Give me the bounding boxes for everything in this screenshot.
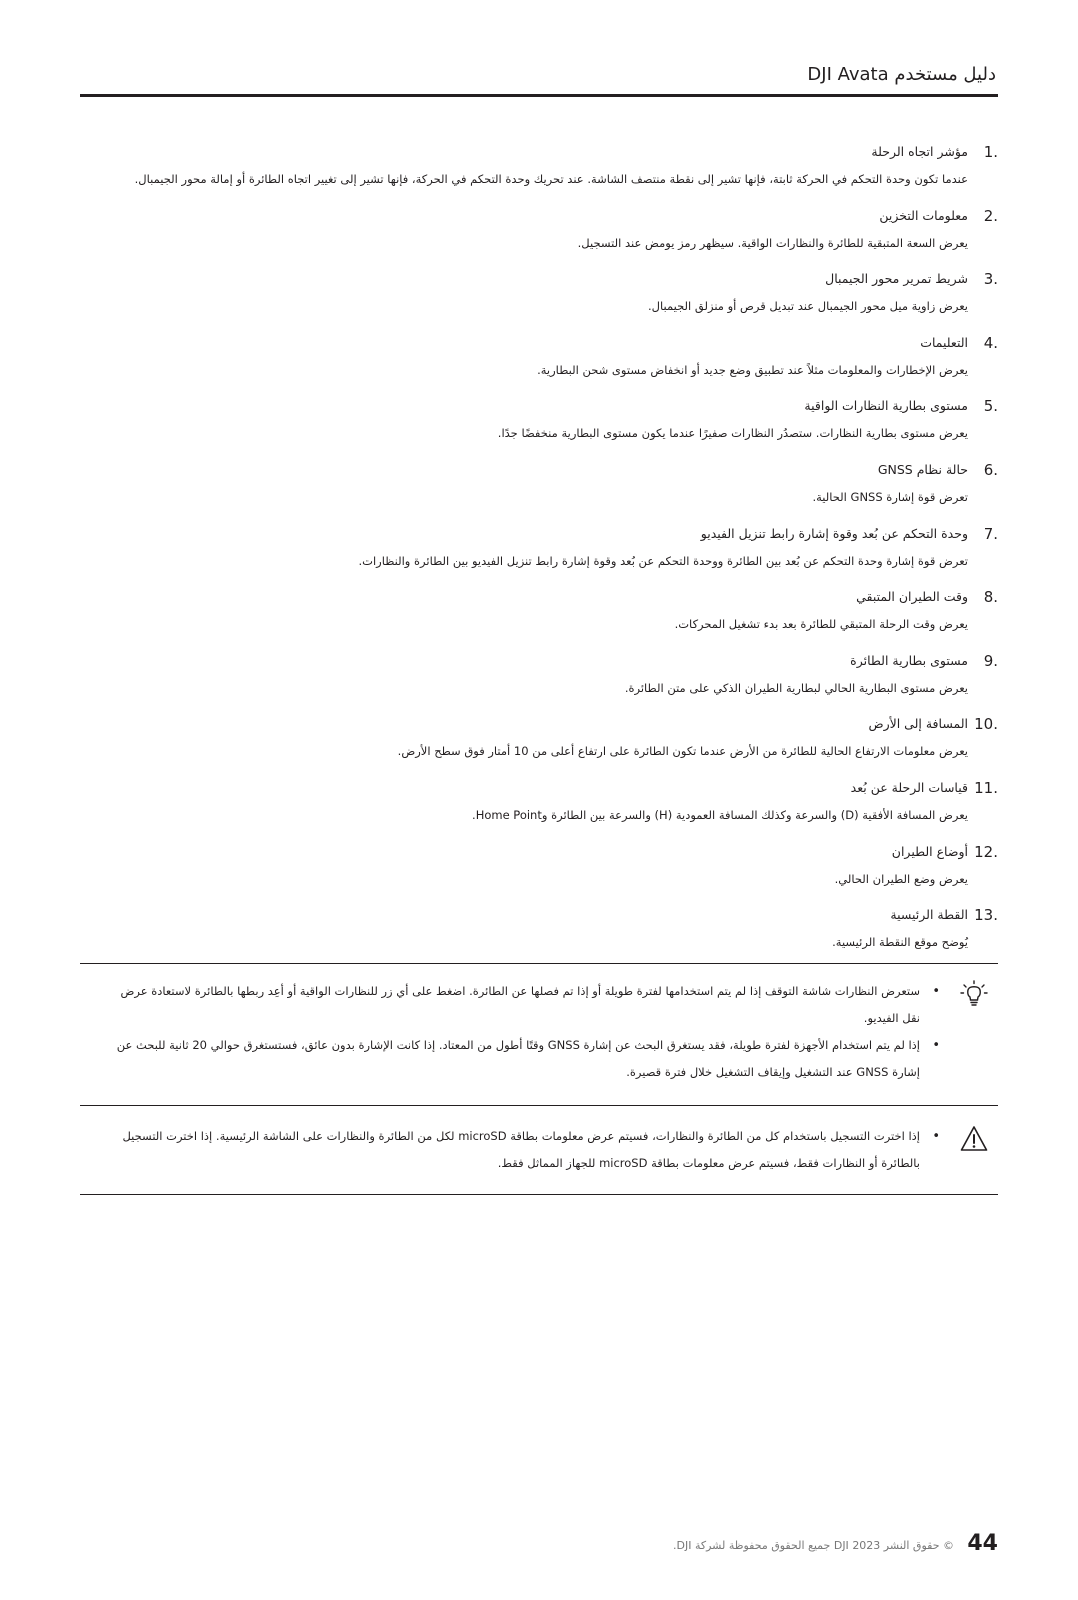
- item-number: 9.: [983, 651, 998, 670]
- tip-item: • إذا لم يتم استخدام الأجهزة لفترة طويلة، فقد يستغرق البحث عن إشارة GNSS وقتًا أطول من المعتاد. إذا كانت الإشارة بدون عائق، فستستغرق حوالي 20 ثانية للبحث عن إشارة GNSS عند التشغيل وإيقاف التشغيل خلال فترة قصيرة.: [108, 1032, 940, 1086]
- list-item: [80, 270, 998, 334]
- page-header: [80, 58, 998, 97]
- item-number: 1.: [983, 143, 998, 161]
- item-description: يعرض المسافة الأفقية (D) والسرعة وكذلك المسافة العمودية (H) والسرعة بين الطائرة وHome Point.: [472, 807, 968, 822]
- item-number: 12.: [974, 842, 998, 861]
- list-item: [80, 715, 998, 779]
- item-number: 13.: [974, 906, 998, 925]
- item-description: تعرض قوة إشارة وحدة التحكم عن بُعد بين الطائرة ووحدة التحكم عن بُعد وقوة إشارة رابط تنزيل الفيديو بين الطائرة والنظارات.: [358, 553, 968, 568]
- legend-list: [80, 143, 998, 970]
- item-title: المسافة إلى الأرض: [868, 716, 968, 732]
- item-title: أوضاع الطيران: [891, 843, 968, 859]
- item-description: يعرض معلومات الارتفاع الحالية للطائرة من الأرض عندما تكون الطائرة على ارتفاع أعلى من 10 أمتار فوق سطح الأرض.: [397, 744, 968, 759]
- item-description: يعرض مستوى البطارية الحالي لبطارية الطيران الذكي على متن الطائرة.: [624, 680, 968, 695]
- list-item: [80, 906, 998, 970]
- item-title: مؤشر اتجاه الرحلة: [871, 144, 968, 159]
- item-title: شريط تمرير محور الجيمبال: [825, 271, 968, 287]
- list-item: [80, 461, 998, 525]
- item-description: يُوضح موقع النقطة الرئيسية.: [832, 935, 968, 950]
- item-title: وقت الطيران المتبقي: [856, 589, 968, 605]
- item-title: قياسات الرحلة عن بُعد: [850, 779, 968, 795]
- item-description: يعرض وضع الطيران الحالي.: [834, 871, 968, 886]
- item-number: 3.: [983, 270, 998, 289]
- warning-box: [80, 1123, 998, 1183]
- item-description: تعرض قوة إشارة GNSS الحالية.: [812, 489, 968, 504]
- manual-title: دليل مستخدم DJI Avata: [807, 64, 996, 85]
- lightbulb-icon: [960, 980, 988, 1008]
- divider: [80, 1105, 998, 1106]
- item-description: يعرض الإخطارات والمعلومات مثلاً عند تطبيق وضع جديد أو انخفاض مستوى شحن البطارية.: [537, 362, 968, 377]
- tip-list: [108, 978, 940, 1086]
- item-description: يعرض وقت الرحلة المتبقي للطائرة بعد بدء تشغيل المحركات.: [674, 617, 968, 632]
- item-description: يعرض مستوى بطارية النظارات. ستصدُر النظارات صفيرًا عندما يكون مستوى البطارية منخفضًا جدًا.: [497, 426, 968, 441]
- item-number: 11.: [974, 778, 998, 797]
- tip-box: [80, 978, 998, 1090]
- list-item: [80, 588, 998, 652]
- item-number: 7.: [983, 524, 998, 543]
- page-footer: [80, 1526, 998, 1556]
- item-title: معلومات التخزين: [879, 207, 968, 223]
- tip-item: • ستعرض النظارات شاشة التوقف إذا لم يتم استخدامها لفترة طويلة أو إذا تم فصلها عن الطائرة. اضغط على أي زر للنظارات الواقية أو أعِد ربطها بالطائرة لاستعادة عرض نقل الفيديو.: [108, 978, 940, 1032]
- item-description: يعرض السعة المتبقية للطائرة والنظارات الواقية. سيظهر رمز يومض عند التسجيل.: [577, 235, 968, 250]
- item-number: 8.: [983, 588, 998, 607]
- item-description: عندما تكون وحدة التحكم في الحركة ثابتة، فإنها تشير إلى نقطة منتصف الشاشة. عند تحريك وحدة التحكم في الحركة، فإنها تشير إلى تغيير اتجاه الطائرة أو إمالة محور الجيمبال.: [134, 172, 968, 186]
- item-title: مستوى بطارية النظارات الواقية: [804, 398, 968, 414]
- list-item: [80, 525, 998, 589]
- item-number: 5.: [983, 397, 998, 416]
- list-item: [80, 397, 998, 461]
- item-title: مستوى بطارية الطائرة: [850, 652, 968, 668]
- divider: [80, 1194, 998, 1195]
- warning-item: • إذا اخترت التسجيل باستخدام كل من الطائرة والنظارات، فسيتم عرض معلومات بطاقة microSD لكل من الطائرة والنظارات على الشاشة الرئيسية. إذا اخترت التسجيل بالطائرة أو النظارات فقط، فسيتم عرض معلومات بطاقة microSD للجهاز المماثل فقط.: [108, 1123, 940, 1177]
- list-item: [80, 143, 998, 207]
- list-item: [80, 652, 998, 716]
- item-number: 10.: [974, 715, 998, 734]
- item-number: 2.: [983, 206, 998, 225]
- item-title: حالة نظام GNSS: [877, 461, 968, 477]
- list-item: [80, 207, 998, 271]
- item-number: 6.: [983, 460, 998, 479]
- list-item: [80, 334, 998, 398]
- item-title: التعليمات: [920, 334, 968, 350]
- page-number: 44: [967, 1531, 998, 1556]
- item-title: وحدة التحكم عن بُعد وقوة إشارة رابط تنزيل الفيديو: [700, 525, 968, 541]
- copyright-notice: © حقوق النشر 2023 DJI جميع الحقوق محفوظة لشركة DJI.: [673, 1539, 954, 1552]
- warning-list: [108, 1123, 940, 1177]
- item-description: يعرض زاوية ميل محور الجيمبال عند تبديل قرص أو منزلق الجيمبال.: [648, 299, 968, 314]
- item-title: القطة الرئيسية: [890, 907, 968, 923]
- list-item: [80, 843, 998, 907]
- warning-triangle-icon: [960, 1125, 988, 1153]
- item-number: 4.: [983, 333, 998, 352]
- divider: [80, 963, 998, 964]
- list-item: [80, 779, 998, 843]
